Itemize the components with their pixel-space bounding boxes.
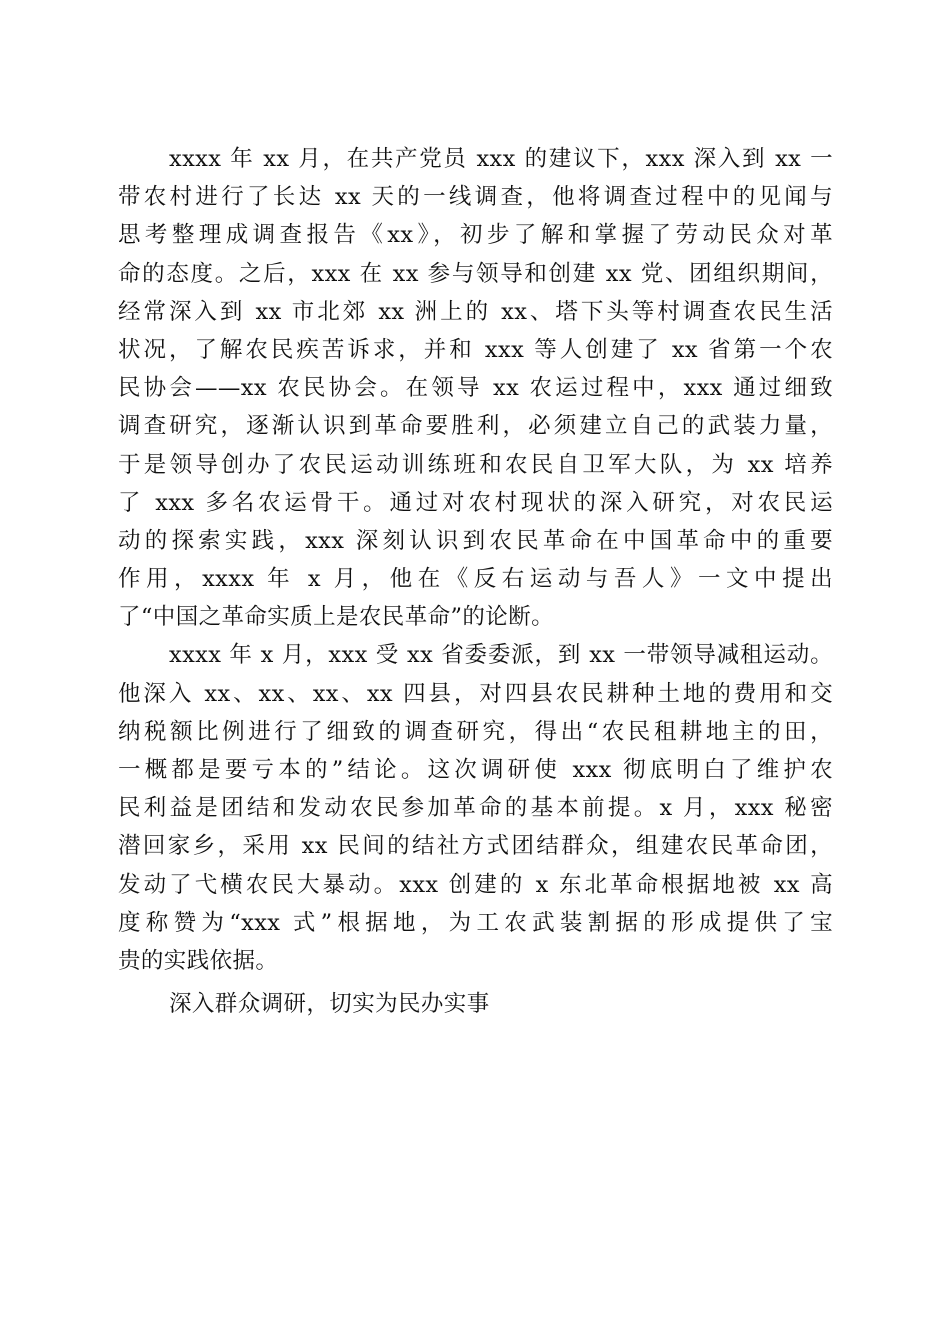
text-line: 状况，了解农民疾苦诉求，并和 xxx 等人创建了 xx 省第一个农 — [118, 336, 833, 363]
text-line: 发动了弋横农民大暴动。xxx 创建的 x 东北革命根据地被 xx 高 — [118, 871, 833, 898]
text-line: 一概都是要亏本的”结论。这次调研使 xxx 彻底明白了维护农 — [118, 757, 833, 783]
text-line: xxxx 年 x 月，xxx 受 xx 省委委派，到 xx 一带领导减租运动。 — [169, 642, 833, 669]
text-line: 民协会——xx 农民协会。在领导 xx 农运过程中，xxx 通过细致 — [118, 375, 833, 402]
text-line: 纳税额比例进行了细致的调查研究，得出“农民租耕地主的田， — [118, 718, 833, 745]
section-heading-block — [118, 985, 833, 1023]
text-line: 经常深入到 xx 市北郊 xx 洲上的 xx、塔下头等村调查农民生活 — [118, 298, 833, 325]
text-line: 民利益是团结和发动农民参加革命的基本前提。x 月，xxx 秘密 — [118, 795, 833, 822]
text-line: 命的态度。之后，xxx 在 xx 参与领导和创建 xx 党、团组织期间， — [118, 260, 833, 287]
paragraph-2 — [118, 636, 833, 980]
text-line: 度称赞为“xxx 式”根据地，为工农武装割据的形成提供了宝 — [118, 909, 833, 936]
text-line: 贵的实践依据。 — [118, 947, 279, 974]
body-text — [118, 140, 833, 1023]
text-line: xxxx 年 xx 月，在共产党员 xxx 的建议下，xxx 深入到 xx 一 — [169, 146, 833, 172]
text-line: 思考整理成调查报告《xx》，初步了解和掌握了劳动民众对革 — [118, 222, 833, 249]
text-line: 他深入 xx、xx、xx、xx 四县，对四县农民耕种土地的费用和交 — [118, 680, 833, 707]
text-line: 动的探索实践，xxx 深刻认识到农民革命在中国革命中的重要 — [118, 527, 833, 554]
text-line: 了 xxx 多名农运骨干。通过对农村现状的深入研究，对农民运 — [118, 489, 833, 516]
paragraph-1 — [118, 140, 833, 636]
section-heading: 深入群众调研，切实为民办实事 — [169, 991, 490, 1018]
text-line: 潜回家乡，采用 xx 民间的结社方式团结群众，组建农民革命团， — [118, 833, 833, 860]
text-line: 带农村进行了长达 xx 天的一线调查，他将调查过程中的见闻与 — [118, 184, 833, 211]
text-line: 作用，xxxx 年 x 月，他在《反右运动与吾人》一文中提出 — [118, 566, 833, 593]
text-line: 于是领导创办了农民运动训练班和农民自卫军大队，为 xx 培养 — [118, 451, 833, 478]
text-line: 调查研究，逐渐认识到革命要胜利，必须建立自己的武装力量， — [118, 413, 833, 440]
text-line: 了“中国之革命实质上是农民革命”的论断。 — [118, 604, 555, 631]
